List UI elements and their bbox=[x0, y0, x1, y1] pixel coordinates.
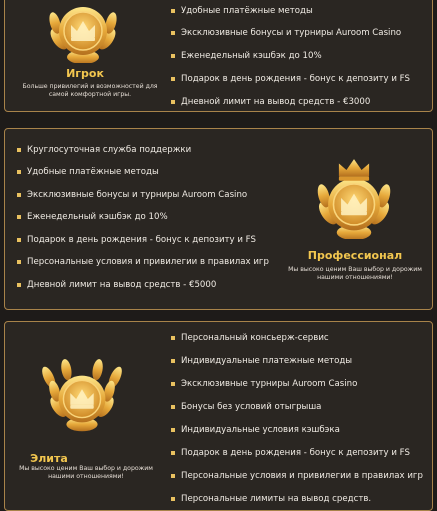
bullet-icon bbox=[171, 54, 175, 58]
bullet-icon bbox=[171, 405, 175, 409]
bullet-icon bbox=[171, 474, 175, 478]
bullet-icon bbox=[17, 238, 21, 242]
laurel-medal-crown-icon bbox=[47, 0, 119, 63]
bullet-icon bbox=[171, 428, 175, 432]
list-item: Персональные лимиты на вывод средств. bbox=[171, 494, 371, 504]
bullet-icon bbox=[171, 359, 175, 363]
bullet-icon bbox=[17, 260, 21, 264]
list-item: Бонусы без условий отыгрыша bbox=[171, 402, 321, 412]
list-item: Подарок в день рождения - бонус к депозиту и FS bbox=[171, 74, 410, 84]
bullet-icon bbox=[171, 497, 175, 501]
bullet-icon bbox=[171, 336, 175, 340]
list-item: Дневной лимит на вывод средств - €3000 bbox=[171, 97, 370, 107]
list-item: Эксклюзивные бонусы и турниры Auroom Casino bbox=[17, 190, 247, 200]
bullet-icon bbox=[171, 77, 175, 81]
tier-name: Профессионал bbox=[307, 249, 403, 262]
bullet-icon bbox=[17, 215, 21, 219]
bullet-icon bbox=[17, 170, 21, 174]
list-item: Круглосуточная служба поддержки bbox=[17, 145, 191, 155]
bullet-icon bbox=[17, 283, 21, 287]
list-item: Индивидуальные условия кэшбэка bbox=[171, 425, 340, 435]
bullet-icon bbox=[171, 31, 175, 35]
list-item: Удобные платёжные методы bbox=[171, 6, 313, 16]
tier-name: Элита bbox=[30, 452, 68, 465]
list-item: Дневной лимит на вывод средств - €5000 bbox=[17, 280, 216, 290]
tier-description: Мы высоко ценим Ваш выбор и дорожим нашими отношениями! bbox=[19, 465, 153, 480]
list-item: Персональные условия и привилегии в правилах игр bbox=[17, 257, 269, 267]
bullet-icon bbox=[171, 100, 175, 104]
list-item: Индивидуальные платежные методы bbox=[171, 356, 352, 366]
tier-name: Игрок bbox=[66, 67, 104, 80]
list-item: Персональные условия и привилегии в правилах игр bbox=[171, 471, 423, 481]
tier-card-professional bbox=[4, 128, 433, 310]
bullet-icon bbox=[171, 9, 175, 13]
tier-card-player bbox=[4, 0, 433, 112]
list-item: Еженедельный кэшбэк до 10% bbox=[17, 212, 168, 222]
list-item: Эксклюзивные бонусы и турниры Auroom Casino bbox=[171, 28, 401, 38]
laurel-medal-crown-icon bbox=[315, 157, 393, 239]
list-item: Еженедельный кэшбэк до 10% bbox=[171, 51, 322, 61]
tier-description: Мы высоко ценим Ваш выбор и дорожим нашими отношениями! bbox=[288, 266, 422, 281]
tier-card-elite bbox=[4, 321, 433, 511]
laurel-medal-crown-icon bbox=[41, 358, 123, 440]
list-item: Подарок в день рождения - бонус к депозиту и FS bbox=[17, 235, 256, 245]
bullet-icon bbox=[171, 451, 175, 455]
bullet-icon bbox=[17, 193, 21, 197]
bullet-icon bbox=[171, 382, 175, 386]
tier-description: Больше привилегий и возможностей для самой комфортной игры. bbox=[22, 83, 158, 98]
list-item: Удобные платёжные методы bbox=[17, 167, 159, 177]
bullet-icon bbox=[17, 148, 21, 152]
list-item: Эксклюзивные турниры Auroom Casino bbox=[171, 379, 357, 389]
list-item: Персональный консьерж-сервис bbox=[171, 333, 329, 343]
list-item: Подарок в день рождения - бонус к депозиту и FS bbox=[171, 448, 410, 458]
